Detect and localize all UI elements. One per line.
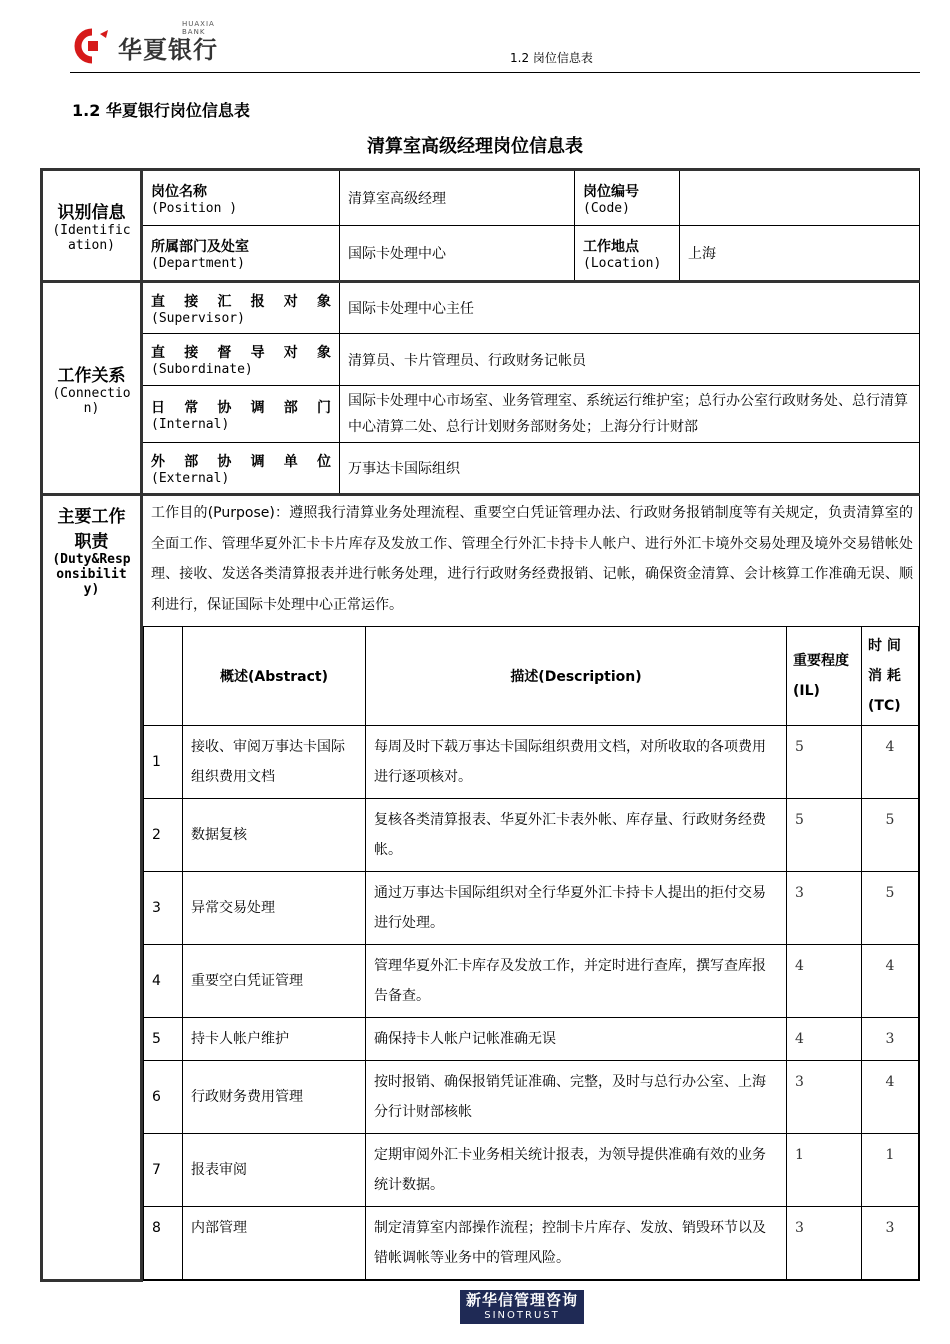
external-label-cell: 外 部 协 调 单 位 (External) [142, 443, 340, 495]
row-no: 1 [144, 726, 183, 799]
position-label-cell: 岗位名称 (Position ) [142, 170, 340, 226]
row-description: 每周及时下载万事达卡国际组织费用文档，对所收取的各项费用进行逐项核对。 [366, 726, 787, 799]
position-info-table [40, 168, 920, 1282]
no-header [144, 627, 183, 726]
row-description: 复核各类清算报表、华夏外汇卡表外帐、库存量、行政财务经费帐。 [366, 799, 787, 872]
footer-brand-cn: 新华信管理咨询 [465, 1291, 578, 1309]
row-description: 确保持卡人帐户记帐准确无误 [366, 1018, 787, 1061]
table-row [144, 1061, 919, 1134]
subordinate-label-cell: 直 接 督 导 对 象 (Subordinate) [142, 334, 340, 386]
internal-label-cell: 日 常 协 调 部 门 (Internal) [142, 386, 340, 443]
purpose-label: 工作目的(Purpose)： [151, 505, 290, 521]
row-no: 8 [144, 1207, 183, 1280]
page-header [70, 22, 920, 73]
code-value [680, 170, 920, 226]
row-il: 5 [787, 726, 862, 799]
row-no: 4 [144, 945, 183, 1018]
row-no: 5 [144, 1018, 183, 1061]
bank-name: 华夏银行 [118, 36, 218, 64]
row-tc: 5 [862, 872, 919, 945]
position-value: 清算室高级经理 [340, 170, 575, 226]
internal-value: 国际卡处理中心市场室、业务管理室、系统运行维护室；总行办公室行政财务处、总行清算中心清算二处、总行计划财务部财务处；上海分行计财部 [340, 386, 920, 443]
row-il: 3 [787, 1207, 862, 1280]
row-tc: 4 [862, 1061, 919, 1134]
identification-label: 识别信息 (Identification) [42, 170, 142, 282]
row-abstract: 重要空白凭证管理 [183, 945, 366, 1018]
code-label-cell: 岗位编号 (Code) [575, 170, 680, 226]
purpose-text: 遵照我行清算业务处理流程、重要空白凭证管理办法、行政财务报销制度等有关规定，负责清算室的全面工作、管理华夏外汇卡卡片库存及发放工作、管理全行外汇卡持卡人帐户、进行外汇卡境外交易处理及境外交易错帐处理、接收、发送各类清算报表并进行帐务处理，进行行政财务经费报销、记帐，确保资金清算、会计核算工作准确无误、顺利进行，保证国际卡处理中心正常运作。 [151, 505, 914, 613]
doc-title: 清算室高级经理岗位信息表 [367, 136, 583, 157]
supervisor-label-cell: 直 接 汇 报 对 象 (Supervisor) [142, 282, 340, 334]
row-description: 管理华夏外汇卡库存及发放工作，并定时进行查库，撰写查库报告备查。 [366, 945, 787, 1018]
description-header: 描述(Description) [366, 627, 787, 726]
subordinate-value: 清算员、卡片管理员、行政财务记帐员 [340, 334, 920, 386]
duty-label: 主要工作职责 (Duty&Responsibility) [42, 495, 142, 1281]
row-tc: 3 [862, 1207, 919, 1280]
footer-brand-en: SINOTRUST [484, 1310, 560, 1321]
row-il: 5 [787, 799, 862, 872]
header-section-ref: 1.2 岗位信息表 [510, 51, 593, 65]
row-abstract: 内部管理 [183, 1207, 366, 1280]
row-tc: 3 [862, 1018, 919, 1061]
row-il: 3 [787, 872, 862, 945]
duty-table [143, 626, 919, 1280]
sinotrust-logo [460, 1290, 584, 1324]
row-il: 3 [787, 1061, 862, 1134]
table-row [144, 1018, 919, 1061]
purpose-paragraph [143, 496, 919, 626]
row-abstract: 异常交易处理 [183, 872, 366, 945]
row-description: 按时报销、确保报销凭证准确、完整，及时与总行办公室、上海分行计财部核帐 [366, 1061, 787, 1134]
table-row [144, 945, 919, 1018]
table-row [144, 1207, 919, 1280]
bank-name-en: HUAXIA BANK [182, 20, 215, 36]
row-description: 定期审阅外汇卡业务相关统计报表，为领导提供准确有效的业务统计数据。 [366, 1134, 787, 1207]
row-abstract: 接收、审阅万事达卡国际组织费用文档 [183, 726, 366, 799]
supervisor-value: 国际卡处理中心主任 [340, 282, 920, 334]
row-il: 4 [787, 945, 862, 1018]
bank-logo [70, 20, 218, 65]
abstract-header: 概述(Abstract) [183, 627, 366, 726]
importance-header: 重要程度(IL) [787, 627, 862, 726]
row-tc: 4 [862, 726, 919, 799]
external-value: 万事达卡国际组织 [340, 443, 920, 495]
row-tc: 5 [862, 799, 919, 872]
row-no: 3 [144, 872, 183, 945]
section-title: 1.2 华夏银行岗位信息表 [72, 101, 250, 120]
dept-value: 国际卡处理中心 [340, 226, 575, 282]
row-no: 2 [144, 799, 183, 872]
row-description: 制定清算室内部操作流程；控制卡片库存、发放、销毁环节以及错帐调帐等业务中的管理风险。 [366, 1207, 787, 1280]
table-row [144, 872, 919, 945]
row-abstract: 持卡人帐户维护 [183, 1018, 366, 1061]
connection-label: 工作关系 (Connection) [42, 282, 142, 495]
location-value: 上海 [680, 226, 920, 282]
duty-content [142, 495, 920, 1281]
row-no: 7 [144, 1134, 183, 1207]
dept-label-cell: 所属部门及处室 (Department) [142, 226, 340, 282]
row-tc: 1 [862, 1134, 919, 1207]
row-abstract: 行政财务费用管理 [183, 1061, 366, 1134]
row-abstract: 报表审阅 [183, 1134, 366, 1207]
time-header: 时 间 消 耗 (TC) [862, 627, 919, 726]
table-row [144, 1134, 919, 1207]
row-il: 4 [787, 1018, 862, 1061]
table-row [144, 726, 919, 799]
row-description: 通过万事达卡国际组织对全行华夏外汇卡持卡人提出的拒付交易进行处理。 [366, 872, 787, 945]
table-row [144, 799, 919, 872]
location-label-cell: 工作地点 (Location) [575, 226, 680, 282]
row-no: 6 [144, 1061, 183, 1134]
row-il: 1 [787, 1134, 862, 1207]
row-abstract: 数据复核 [183, 799, 366, 872]
huaxia-logo-icon [70, 28, 110, 64]
row-tc: 4 [862, 945, 919, 1018]
